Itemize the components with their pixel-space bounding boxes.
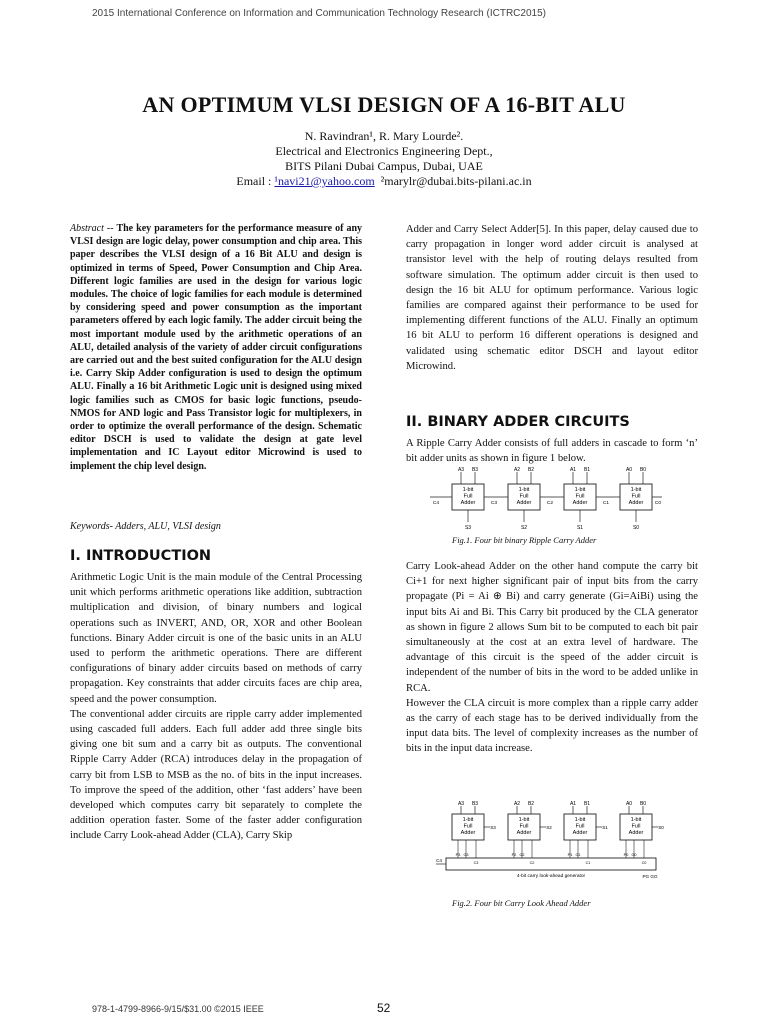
section-heading-binary-adder: II. BINARY ADDER CIRCUITS (406, 414, 630, 430)
input-label: B0 (639, 801, 647, 807)
output-label: S2 (546, 825, 552, 830)
carry-label: C1 (602, 501, 610, 506)
output-label: S3 (490, 825, 496, 830)
carry-label: C3 (473, 861, 479, 865)
input-label: A2 (513, 467, 521, 473)
input-label: A3 (457, 467, 465, 473)
input-label: B3 (471, 467, 479, 473)
figure-1-caption: Fig.1. Four bit binary Ripple Carry Adder (452, 535, 597, 545)
carry-label: C0 (654, 501, 662, 506)
block-label: Adder (460, 830, 476, 836)
paragraph: Carry Look-ahead Adder on the other hand compute the carry bit Ci+1 for next higher significant pair of input bits from the carry propagate (Pi = Ai ⊕ Bi) and carry generate (Gi=AiBi) using the input bits Ai and Bi. This Carry bit produced by the CLA generator as shown in figure 2 allows Sum bit to be computed to each bit pair simultaneously at the cost at an extra level of hardware. The advantage of this circuit is the speed of the adder circuit is independent of the number of bits in the word to be added unlike in RCA. (406, 561, 698, 694)
abstract-lead: Abstract -- (70, 223, 114, 234)
pg-label: G2 (519, 853, 525, 857)
block-label: Adder (628, 500, 644, 506)
output-label: S0 (658, 825, 664, 830)
output-label: S0 (632, 525, 640, 531)
introduction-body (70, 570, 362, 844)
footer-isbn: 978-1-4799-8966-9/15/$31.00 ©2015 IEEE (92, 1004, 264, 1014)
email-label: Email : (236, 174, 275, 188)
block-label: Full (463, 823, 473, 830)
block-label: 1-bit (574, 817, 586, 823)
carry-label: C2 (546, 501, 554, 506)
input-label: B2 (527, 467, 535, 473)
section-heading-introduction: I. INTRODUCTION (70, 548, 212, 564)
page-number: 52 (377, 1001, 391, 1015)
carry-label: C4 (432, 501, 440, 506)
input-label: B3 (471, 801, 479, 807)
author-campus: BITS Pilani Dubai Campus, Dubai, UAE (285, 159, 483, 173)
block-label: Adder (516, 830, 532, 836)
input-label: B0 (639, 467, 647, 473)
block-label: Adder (516, 500, 532, 506)
abstract-text: The key parameters for the performance measure of any VLSI design are logic delay, power consumption and chip area. This paper describes the VLSI design of a 16 Bit ALU and design is optimized in terms of Speed, Power Consumption and Chip Area. Different logic families are used in the design for various logic modules. The choice of logic families for each module is determined by considering speed and power consumption as the important parameters offered by each logic family. The adder circuit being the most important module used by the arithmetic operations of an ALU, detailed analysis of the variety of adder circuit configurations are carried out and the best suited configuration for the ALU design i.e. Carry Skip Adder configuration is used to design the optimum ALU. Finally a 16 bit Arithmetic Logic unit is designed using mixed logic families such as CMOS for basic logic functions, pseudo-NMOS for AND logic and Pass Transistor logic for multiplexers, in order to optimize the overall performance of the design. Schematic editor DSCH is used to validate the design at gate level implementation and IC Layout editor Microwind is used to implement the chip level design. (70, 223, 363, 472)
block-label: 1-bit (518, 487, 530, 493)
carry-label: C0 (641, 861, 647, 865)
output-label: S1 (602, 825, 608, 830)
carry-label: C2 (529, 861, 535, 865)
block-label: Full (519, 493, 529, 500)
section2-body (406, 559, 698, 757)
carry-out-label: C4 (436, 858, 442, 863)
block-label: 1-bit (630, 817, 642, 823)
input-label: B1 (583, 467, 591, 473)
pg-label: P3 (455, 853, 461, 857)
block-label: 1-bit (462, 817, 474, 823)
output-label: S1 (576, 525, 584, 531)
block-label: 1-bit (630, 487, 642, 493)
block-label: Adder (572, 500, 588, 506)
carry-label: C1 (585, 861, 591, 865)
block-label: Full (575, 493, 585, 500)
pg-gg-label: PG GG (642, 874, 658, 879)
carry-lookahead-adder-diagram (436, 800, 664, 896)
author-email-line (0, 174, 768, 189)
block-label: Full (463, 493, 473, 500)
paragraph: A Ripple Carry Adder consists of full adders in cascade to form ‘n’ bit adder units as shown in figure 1 below. (406, 438, 698, 465)
paragraph: Arithmetic Logic Unit is the main module of the Central Processing unit which performs arithmetic operations like addition, subtraction multiplication and division, of binary numbers and logical operations such as INVERT, AND, OR, XOR and other Boolean functions. Binary Adder circuit is one of the basic units in an ALU used to perform the arithmetic operations. There are different configurations of binary adder circuits based on methods of carry propagation. Key constraints that adder circuits faces are chip area, speed and the power consumption. (70, 572, 362, 705)
block-label: Full (631, 493, 641, 500)
abstract (70, 222, 362, 473)
email-2: ²marylr@dubai.bits-pilani.ac.in (380, 174, 532, 188)
input-label: A0 (625, 801, 633, 807)
pg-label: G0 (631, 853, 637, 857)
pg-label: G3 (463, 853, 469, 857)
block-label: 1-bit (462, 487, 474, 493)
keywords: Keywords- Adders, ALU, VLSI design (70, 521, 221, 532)
block-label: Full (575, 823, 585, 830)
output-label: S3 (464, 525, 472, 531)
output-label: S2 (520, 525, 528, 531)
paragraph: However the CLA circuit is more complex than a ripple carry adder as the carry of each stage has to be derived individually from the input data bits. The level of complexity increases as the number of bits in the input data increase. (406, 697, 698, 755)
input-label: A1 (569, 467, 577, 473)
right-column-intro-continued: Adder and Carry Select Adder[5]. In this paper, delay caused due to carry propagation in longer word adder circuit is analysed at transistor level with the help of routing delays resulted from software simulation. The optimum adder circuit is then used to design the 16 bit ALU for optimum performance. Various logic families are compared against their performance to be used for implementing different functions of the ALU. Finally an optimum 16 bit ALU to perform 16 different operations is designed and validated using schematic editor DSCH and layout editor Microwind. (406, 224, 698, 372)
author-dept: Electrical and Electronics Engineering Dept., (275, 144, 493, 158)
block-label: 1-bit (518, 817, 530, 823)
block-label: Adder (628, 830, 644, 836)
block-label: Adder (572, 830, 588, 836)
block-label: Adder (460, 500, 476, 506)
author-names: N. Ravindran¹, R. Mary Lourde². (304, 129, 464, 143)
email-link-1[interactable]: ¹navi21@yahoo.com (274, 174, 375, 188)
figure-2-caption: Fig.2. Four bit Carry Look Ahead Adder (452, 898, 591, 908)
conference-header: 2015 International Conference on Information and Communication Technology Research (ICTRC2015) (92, 8, 546, 19)
pg-label: G1 (575, 853, 581, 857)
input-label: A3 (457, 801, 465, 807)
block-label: Full (519, 823, 529, 830)
generator-label: 4-bit carry look-ahead generator (516, 874, 586, 879)
input-label: B1 (583, 801, 591, 807)
pg-label: P1 (567, 853, 573, 857)
pg-label: P0 (623, 853, 629, 857)
author-block (0, 129, 768, 189)
paper-title: AN OPTIMUM VLSI DESIGN OF A 16-BIT ALU (142, 92, 626, 117)
pg-label: P2 (511, 853, 517, 857)
input-label: A0 (625, 467, 633, 473)
paragraph: The conventional adder circuits are ripple carry adder implemented using cascaded full adders. Each full adder add three single bits giving one bit sum and a carry bit as outputs. The conventional Ripple Carry Adder (RCA) introduces delay in the propagation of carry bit from LSB to MSB as the no. of bits in the input increases. To improve the speed of the addition, other ‘fast adders’ have been developed which computes carry bit separately to complete the addition operation faster. Some of the faster adder configuration include Carry Look-ahead Adder (CLA), Carry Skip (70, 708, 362, 842)
input-label: A1 (569, 801, 577, 807)
carry-label: C3 (490, 501, 498, 506)
input-label: B2 (527, 801, 535, 807)
input-label: A2 (513, 801, 521, 807)
ripple-carry-adder-diagram (428, 466, 664, 532)
block-label: Full (631, 823, 641, 830)
block-label: 1-bit (574, 487, 586, 493)
